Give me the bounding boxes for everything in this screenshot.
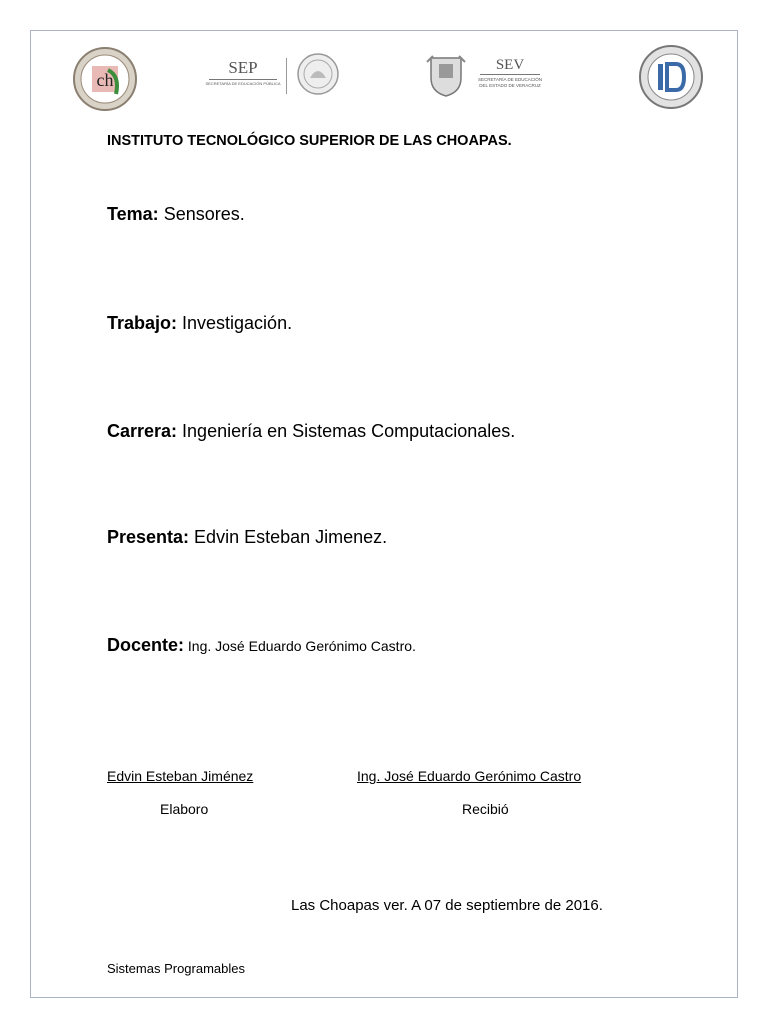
field-label: Carrera:: [107, 421, 178, 441]
field-value: Edvin Esteban Jimenez.: [189, 527, 388, 547]
field-label: Presenta:: [107, 527, 190, 547]
field-label: Tema:: [107, 204, 159, 224]
divider: [286, 58, 287, 94]
field-carrera: [107, 421, 515, 442]
signature-left-name: Edvin Esteban Jiménez: [107, 768, 254, 784]
field-label: Trabajo:: [107, 313, 178, 333]
sev-logo-text: SEV: [495, 57, 525, 73]
field-tema: [107, 204, 245, 225]
itsch-logo-icon: [72, 46, 138, 112]
field-value: Sensores.: [158, 204, 245, 224]
field-label: Docente:: [107, 635, 185, 655]
field-presenta: [107, 527, 387, 548]
field-value: Investigación.: [177, 313, 293, 333]
sev-logo: [472, 57, 548, 91]
date-line: Las Choapas ver. A 07 de septiembre de 2016.: [291, 897, 603, 914]
page-footer: Sistemas Programables: [107, 961, 245, 976]
field-value: Ing. José Eduardo Gerónimo Castro.: [184, 638, 416, 654]
sev-logo-subtext: SECRETARÍA DE EDUCACIÓN: [478, 77, 542, 82]
field-trabajo: [107, 313, 292, 334]
sep-logo-subtext: SECRETARÍA DE EDUCACIÓN PÚBLICA: [205, 81, 281, 86]
mexico-seal-icon: [296, 52, 340, 96]
sev-logo-subtext: DEL ESTADO DE VERACRUZ: [479, 83, 541, 88]
signature-right-name: Ing. José Eduardo Gerónimo Castro: [357, 768, 582, 784]
signature-left-role: Elaboro: [160, 801, 209, 817]
institution-title: INSTITUTO TECNOLÓGICO SUPERIOR DE LAS CHOAPAS.: [107, 133, 512, 149]
field-value: Ingeniería en Sistemas Computacionales.: [177, 421, 516, 441]
sep-logo-text: SEP: [228, 58, 258, 77]
isc-logo-icon: [638, 44, 704, 110]
sep-logo: [205, 58, 281, 92]
document-page: [30, 30, 738, 998]
field-docente: [107, 635, 416, 656]
veracruz-seal-icon: [425, 52, 467, 98]
svg-text:ch: ch: [96, 70, 114, 90]
signature-right-role: Recibió: [462, 801, 509, 817]
